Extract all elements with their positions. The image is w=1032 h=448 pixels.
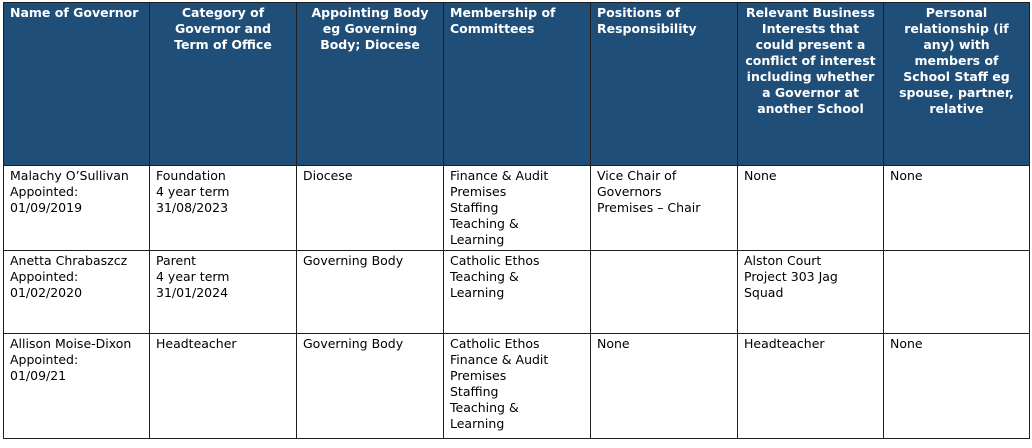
cell-name [4,334,150,439]
cell-line: Project 303 Jag [744,269,838,284]
cell-line: None [744,168,777,183]
table-row [4,251,1030,334]
cell-line: Learning [450,232,505,247]
table-row [4,166,1030,251]
cell-relationship [884,251,1030,334]
header-row [4,3,1030,166]
cell-line: Premises – Chair [597,200,701,215]
cell-line: Finance & Audit [450,352,549,367]
cell-line: Premises [450,368,507,383]
cell-business-interests [738,166,884,251]
cell-line: Squad [744,285,784,300]
cell-line: Malachy O’Sullivan [10,168,129,183]
cell-appointing-body [297,334,444,439]
header-category: Category of Governor and Term of Office [150,3,297,166]
cell-line: Catholic Ethos [450,253,540,268]
cell-line: Teaching & [450,269,519,284]
cell-line: Appointed: [10,352,79,367]
cell-line: 4 year term [156,184,230,199]
cell-line: Alston Court [744,253,822,268]
cell-appointing-body [297,166,444,251]
cell-positions [591,166,738,251]
cell-appointing-body [297,251,444,334]
governors-table [3,2,1030,439]
cell-line: Premises [450,184,507,199]
cell-line: Learning [450,416,505,431]
cell-line: Finance & Audit [450,168,549,183]
cell-line: Catholic Ethos [450,336,540,351]
cell-line: Headteacher [156,336,237,351]
cell-line: 31/01/2024 [156,285,229,300]
cell-line: 4 year term [156,269,230,284]
cell-line: 01/09/21 [10,368,67,383]
cell-relationship [884,166,1030,251]
cell-business-interests [738,251,884,334]
table-row [4,334,1030,439]
header-name: Name of Governor [4,3,150,166]
cell-line: 01/09/2019 [10,200,83,215]
cell-line: Governing Body [303,336,404,351]
header-business-interests: Relevant Business Interests that could present a conflict of interest including whether a Governor at another School [738,3,884,166]
cell-business-interests [738,334,884,439]
cell-positions [591,251,738,334]
cell-line: None [597,336,630,351]
cell-name [4,166,150,251]
cell-line: Anetta Chrabaszcz [10,253,128,268]
cell-line: Parent [156,253,197,268]
header-committees: Membership of Committees [444,3,591,166]
cell-positions [591,334,738,439]
cell-line: Vice Chair of [597,168,677,183]
cell-line: Foundation [156,168,226,183]
cell-line: Governors [597,184,662,199]
cell-line: Governing Body [303,253,404,268]
cell-line: Headteacher [744,336,825,351]
header-positions: Positions of Responsibility [591,3,738,166]
header-relationship: Personal relationship (if any) with members of School Staff eg spouse, partner, relative [884,3,1030,166]
cell-line: None [890,336,923,351]
cell-line: Staffing [450,200,499,215]
cell-committees [444,334,591,439]
cell-line: Learning [450,285,505,300]
cell-name [4,251,150,334]
cell-line: Teaching & [450,400,519,415]
cell-line: 01/02/2020 [10,285,83,300]
cell-line: Appointed: [10,269,79,284]
cell-line: None [890,168,923,183]
cell-relationship [884,334,1030,439]
cell-line: Appointed: [10,184,79,199]
cell-line: Diocese [303,168,353,183]
cell-line: Staffing [450,384,499,399]
cell-committees [444,166,591,251]
cell-category [150,334,297,439]
cell-category [150,251,297,334]
cell-committees [444,251,591,334]
cell-line: 31/08/2023 [156,200,229,215]
header-appointing-body: Appointing Body eg Governing Body; Diocese [297,3,444,166]
cell-line: Allison Moise-Dixon [10,336,132,351]
cell-category [150,166,297,251]
cell-line: Teaching & [450,216,519,231]
